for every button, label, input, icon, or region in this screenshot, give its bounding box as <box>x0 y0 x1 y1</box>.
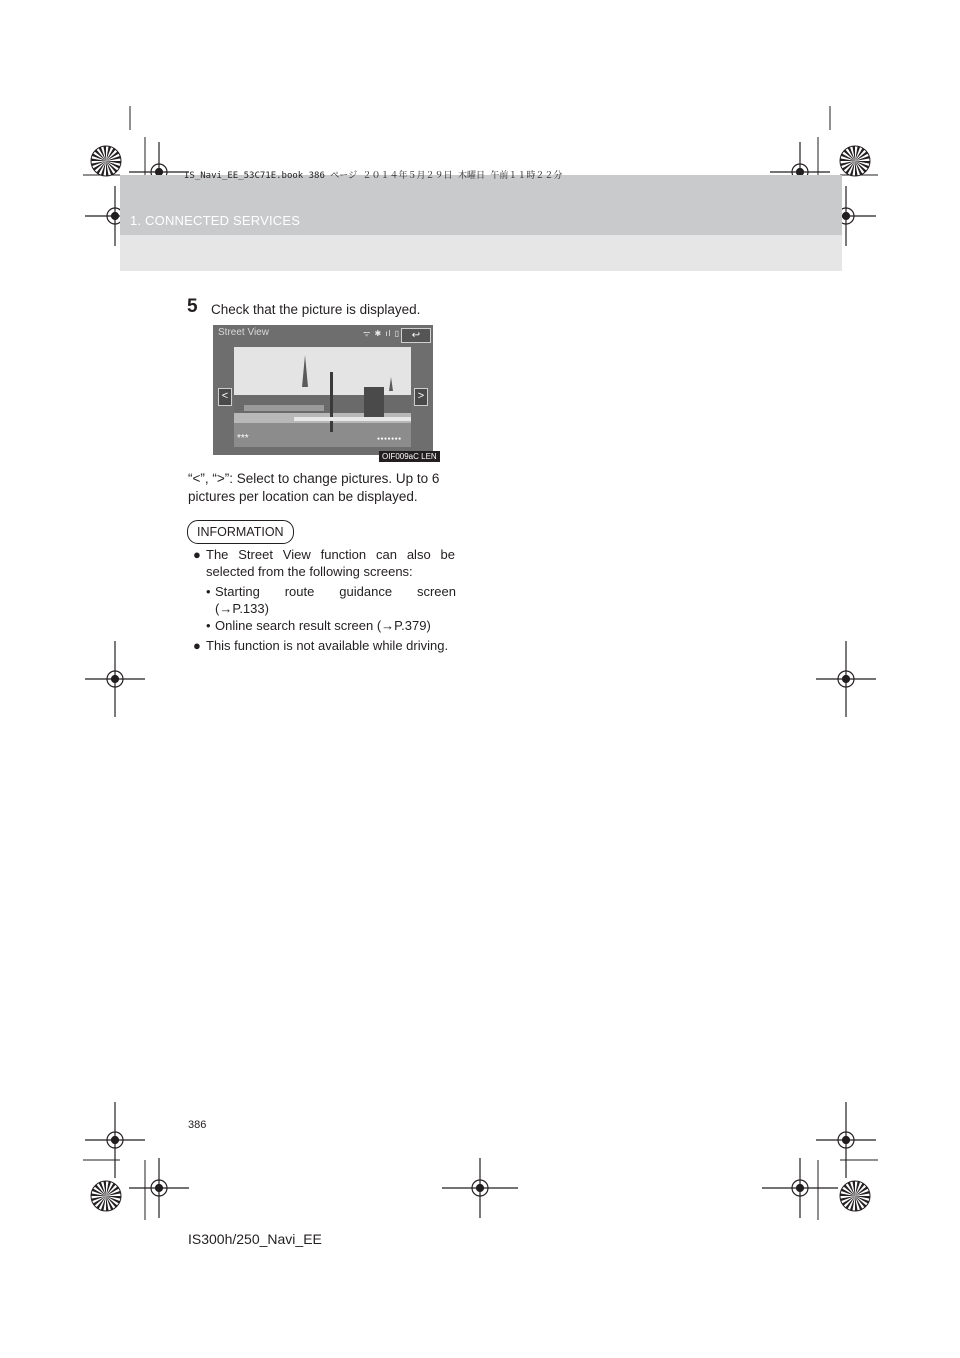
section-title: 1. CONNECTED SERVICES <box>130 213 301 228</box>
info-item-1 <box>193 546 455 580</box>
street-photo <box>234 347 411 447</box>
street-view-screenshot <box>213 325 433 455</box>
picture-label: *** <box>237 433 249 444</box>
info-item-1-line1: The Street View function can also be <box>206 547 455 562</box>
info-item-2 <box>193 637 463 654</box>
starburst-mark-icon <box>840 146 870 176</box>
footer-model: IS300h/250_Navi_EE <box>188 1231 322 1247</box>
information-label: INFORMATION <box>187 520 294 544</box>
sub-bullet-icon: • <box>206 584 211 599</box>
sub-item-2-text: Online search result screen (→P.379) <box>215 618 431 633</box>
info-sub-item-1 <box>206 583 456 617</box>
starburst-mark-icon <box>91 1181 121 1211</box>
sub-item-1-line2: (→P.133) <box>215 601 269 616</box>
next-picture-button[interactable]: > <box>414 388 428 406</box>
instruction-paragraph: “<”, “>”: Select to change pictures. Up to 6 pictures per location can be displayed. <box>188 471 440 504</box>
bullet-icon: ● <box>193 547 201 562</box>
status-icons: ᯤ ✱ ıl ▯ <box>363 329 401 338</box>
page-indicator-dots: ●●●●●●● <box>377 436 402 442</box>
image-code: OIF009aC LEN <box>379 451 440 462</box>
info-item-1-line2: selected from the following screens: <box>206 564 413 579</box>
page-number: 386 <box>188 1119 207 1131</box>
crosshair-icon <box>85 641 145 717</box>
back-button[interactable]: ↩ <box>401 328 431 343</box>
step-text: Check that the picture is displayed. <box>211 302 421 317</box>
crosshair-icon <box>816 1102 876 1178</box>
crosshair-icon <box>85 1102 145 1178</box>
sub-bullet-icon: • <box>206 618 211 633</box>
starburst-mark-icon <box>840 1181 870 1211</box>
bullet-icon: ● <box>193 638 201 653</box>
sub-item-1-line1: Starting route guidance screen <box>215 584 456 599</box>
starburst-mark-icon <box>91 146 121 176</box>
info-item-2-text: This function is not available while driving. <box>206 638 449 653</box>
screen-title: Street View <box>218 327 269 338</box>
info-sub-item-2 <box>206 617 456 634</box>
crosshair-icon <box>442 1158 518 1218</box>
previous-picture-button[interactable]: < <box>218 388 232 406</box>
book-info-line: IS_Navi_EE_53C71E.book 386 ページ ２０１４年５月２９日 木曜日 午前１１時２２分 <box>184 171 563 181</box>
crosshair-icon <box>762 1158 838 1218</box>
step-number: 5 <box>187 296 198 317</box>
crosshair-icon <box>129 1158 189 1218</box>
crosshair-icon <box>816 641 876 717</box>
